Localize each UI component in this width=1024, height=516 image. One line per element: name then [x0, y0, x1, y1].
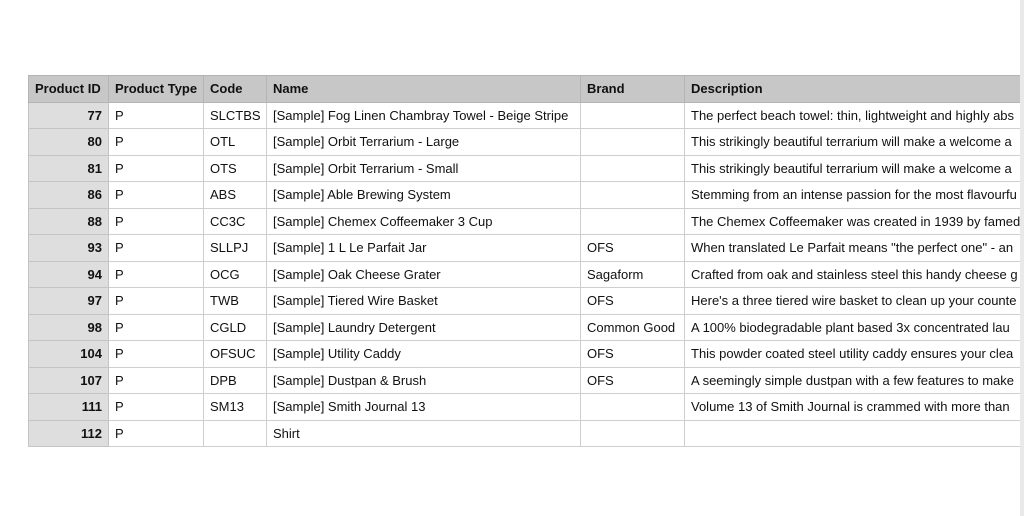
cell-code[interactable]: SLCTBS	[204, 102, 267, 129]
cell-brand[interactable]: Sagaform	[581, 261, 685, 288]
cell-name[interactable]: [Sample] Orbit Terrarium - Large	[267, 129, 581, 156]
cell-product-id[interactable]: 77	[29, 102, 109, 129]
cell-description[interactable]: A seemingly simple dustpan with a few features to make	[685, 367, 1021, 394]
cell-brand[interactable]: OFS	[581, 288, 685, 315]
cell-product-type[interactable]: P	[109, 102, 204, 129]
cell-name[interactable]: [Sample] Tiered Wire Basket	[267, 288, 581, 315]
cell-brand[interactable]	[581, 182, 685, 209]
cell-description[interactable]: Stemming from an intense passion for the most flavourfu	[685, 182, 1021, 209]
table-row	[29, 394, 1021, 421]
cell-brand[interactable]	[581, 208, 685, 235]
cell-code[interactable]: OCG	[204, 261, 267, 288]
cell-description[interactable]: This strikingly beautiful terrarium will make a welcome a	[685, 129, 1021, 156]
table-row	[29, 129, 1021, 156]
cell-product-id[interactable]: 86	[29, 182, 109, 209]
header-row	[29, 76, 1021, 103]
cell-product-id[interactable]: 97	[29, 288, 109, 315]
cell-code[interactable]: DPB	[204, 367, 267, 394]
table-row	[29, 102, 1021, 129]
cell-product-type[interactable]: P	[109, 182, 204, 209]
cell-name[interactable]: [Sample] Smith Journal 13	[267, 394, 581, 421]
table-row	[29, 367, 1021, 394]
table-row	[29, 420, 1021, 447]
cell-product-type[interactable]: P	[109, 394, 204, 421]
cell-name[interactable]: [Sample] Orbit Terrarium - Small	[267, 155, 581, 182]
cell-product-type[interactable]: P	[109, 208, 204, 235]
cell-code[interactable]: SLLPJ	[204, 235, 267, 262]
cell-code[interactable]: ABS	[204, 182, 267, 209]
cell-product-id[interactable]: 93	[29, 235, 109, 262]
cell-brand[interactable]	[581, 394, 685, 421]
cell-code[interactable]: CC3C	[204, 208, 267, 235]
cell-name[interactable]: [Sample] 1 L Le Parfait Jar	[267, 235, 581, 262]
window-edge	[1020, 0, 1024, 516]
cell-product-id[interactable]: 112	[29, 420, 109, 447]
cell-product-id[interactable]: 107	[29, 367, 109, 394]
cell-description[interactable]: A 100% biodegradable plant based 3x concentrated lau	[685, 314, 1021, 341]
table-row	[29, 261, 1021, 288]
cell-description[interactable]: This strikingly beautiful terrarium will make a welcome a	[685, 155, 1021, 182]
cell-product-type[interactable]: P	[109, 261, 204, 288]
cell-name[interactable]: Shirt	[267, 420, 581, 447]
header-code[interactable]: Code	[204, 76, 267, 103]
cell-product-type[interactable]: P	[109, 420, 204, 447]
cell-name[interactable]: [Sample] Laundry Detergent	[267, 314, 581, 341]
cell-product-id[interactable]: 80	[29, 129, 109, 156]
cell-description[interactable]: This powder coated steel utility caddy ensures your clea	[685, 341, 1021, 368]
cell-code[interactable]: OFSUC	[204, 341, 267, 368]
table-body	[29, 102, 1021, 447]
cell-code[interactable]: TWB	[204, 288, 267, 315]
cell-code[interactable]: OTL	[204, 129, 267, 156]
cell-description[interactable]: The Chemex Coffeemaker was created in 1939 by famed	[685, 208, 1021, 235]
cell-description[interactable]: When translated Le Parfait means "the perfect one" - an	[685, 235, 1021, 262]
cell-product-id[interactable]: 88	[29, 208, 109, 235]
cell-description[interactable]: Crafted from oak and stainless steel this handy cheese g	[685, 261, 1021, 288]
table-row	[29, 182, 1021, 209]
cell-brand[interactable]: OFS	[581, 367, 685, 394]
header-description[interactable]: Description	[685, 76, 1021, 103]
table-row	[29, 155, 1021, 182]
cell-product-type[interactable]: P	[109, 288, 204, 315]
header-product-type[interactable]: Product Type	[109, 76, 204, 103]
header-name[interactable]: Name	[267, 76, 581, 103]
cell-product-type[interactable]: P	[109, 314, 204, 341]
cell-product-id[interactable]: 111	[29, 394, 109, 421]
cell-description[interactable]: Volume 13 of Smith Journal is crammed with more than	[685, 394, 1021, 421]
table-row	[29, 341, 1021, 368]
header-product-id[interactable]: Product ID	[29, 76, 109, 103]
cell-description[interactable]: Here's a three tiered wire basket to clean up your counte	[685, 288, 1021, 315]
cell-code[interactable]: CGLD	[204, 314, 267, 341]
cell-product-type[interactable]: P	[109, 367, 204, 394]
cell-product-type[interactable]: P	[109, 129, 204, 156]
cell-code[interactable]	[204, 420, 267, 447]
cell-name[interactable]: [Sample] Chemex Coffeemaker 3 Cup	[267, 208, 581, 235]
cell-product-id[interactable]: 98	[29, 314, 109, 341]
cell-brand[interactable]	[581, 420, 685, 447]
cell-product-id[interactable]: 94	[29, 261, 109, 288]
products-table	[28, 75, 1020, 447]
cell-brand[interactable]	[581, 155, 685, 182]
cell-name[interactable]: [Sample] Fog Linen Chambray Towel - Beige Stripe	[267, 102, 581, 129]
table-row	[29, 314, 1021, 341]
cell-brand[interactable]: OFS	[581, 235, 685, 262]
cell-code[interactable]: OTS	[204, 155, 267, 182]
cell-description[interactable]	[685, 420, 1021, 447]
table-row	[29, 235, 1021, 262]
cell-brand[interactable]	[581, 102, 685, 129]
table-container	[28, 75, 1020, 447]
cell-name[interactable]: [Sample] Dustpan & Brush	[267, 367, 581, 394]
cell-product-type[interactable]: P	[109, 341, 204, 368]
cell-product-type[interactable]: P	[109, 155, 204, 182]
cell-description[interactable]: The perfect beach towel: thin, lightweight and highly abs	[685, 102, 1021, 129]
cell-name[interactable]: [Sample] Oak Cheese Grater	[267, 261, 581, 288]
cell-brand[interactable]	[581, 129, 685, 156]
cell-brand[interactable]: Common Good	[581, 314, 685, 341]
cell-code[interactable]: SM13	[204, 394, 267, 421]
table-row	[29, 288, 1021, 315]
table-row	[29, 208, 1021, 235]
header-brand[interactable]: Brand	[581, 76, 685, 103]
cell-product-type[interactable]: P	[109, 235, 204, 262]
cell-product-id[interactable]: 81	[29, 155, 109, 182]
cell-brand[interactable]: OFS	[581, 341, 685, 368]
cell-name[interactable]: [Sample] Utility Caddy	[267, 341, 581, 368]
cell-product-id[interactable]: 104	[29, 341, 109, 368]
cell-name[interactable]: [Sample] Able Brewing System	[267, 182, 581, 209]
